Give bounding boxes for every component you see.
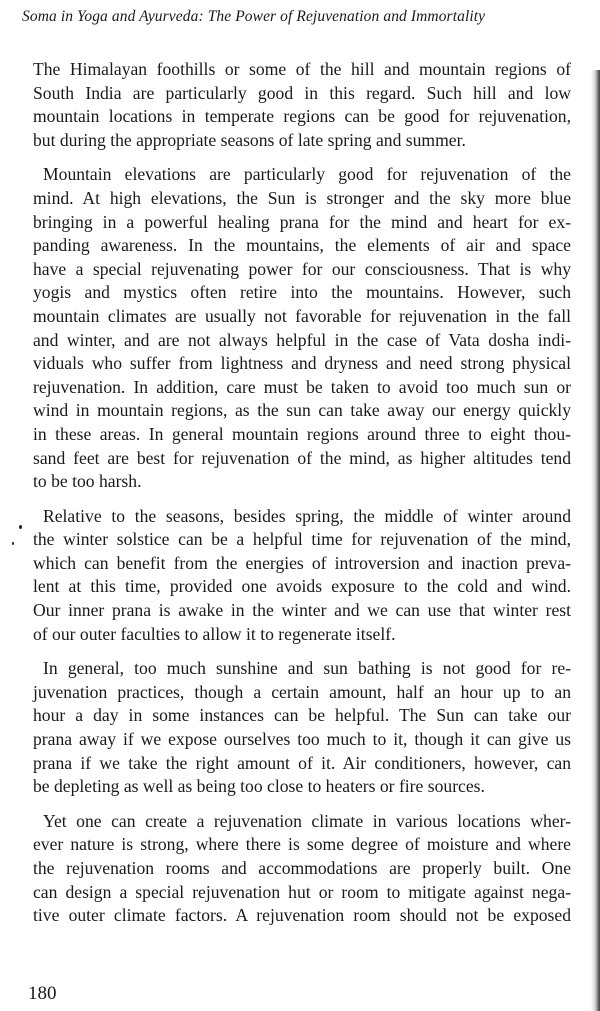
text-line: prana if we take the right amount of it. Air conditioners, however, can [33,752,571,773]
text-line: the winter solstice can be a helpful time for rejuvenation of the mind, [33,529,571,550]
running-head: Soma in Yoga and Ayurveda: The Power of Rejuvenation and Immortality [22,8,486,25]
text-line: Yet one can create a rejuvenation climate in various locations wher- [43,810,571,831]
text-line: viduals who suffer from lightness and dryness and need strong physical [33,353,571,374]
text-line: The Himalayan foothills or some of the hill and mountain regions of [33,59,571,79]
page-number: 180 [28,983,57,1004]
text-line: hour a day in some instances can be helpful. The Sun can take our [33,705,571,726]
text-line: of our outer faculties to allow it to regenerate itself. [33,623,396,644]
text-line: which can benefit from the energies of introversion and inaction preva- [33,552,571,573]
text-line: and winter, and are not always helpful in the case of Vata dosha indi- [33,329,571,350]
text-line: in these areas. In general mountain regions around three to eight thou- [33,423,571,444]
text-line: but during the appropriate seasons of late spring and summer. [33,129,466,150]
body-text [33,58,571,939]
text-line: wind in mountain regions, as the sun can take away our energy quickly [33,400,571,421]
text-line: to be too harsh. [33,471,142,492]
text-line: can design a special rejuvenation hut or room to mitigate against nega- [33,881,571,902]
paragraph-2 [33,163,571,493]
text-line: panding awareness. In the mountains, the elements of air and space [33,235,571,256]
ink-speck [19,525,22,529]
text-line: mountain locations in temperate regions can be good for rejuvenation, [33,106,571,127]
text-line: have a special rejuvenating power for our consciousness. That is why [33,258,571,279]
text-line: lent at this time, provided one avoids exposure to the cold and wind. [33,576,571,597]
text-line: Relative to the seasons, besides spring, the middle of winter around [43,505,571,526]
text-line: yogis and mystics often retire into the mountains. However, such [33,282,571,303]
paragraph-3 [33,505,571,647]
text-line: prana away if we expose ourselves too much to it, though it can give us [33,729,571,750]
text-line: ever nature is strong, where there is some degree of moisture and where [33,834,571,855]
text-line: In general, too much sunshine and sun bathing is not good for re- [43,658,571,679]
paragraph-5 [33,810,571,928]
ink-speck [12,542,14,545]
text-line: tive outer climate factors. A rejuvenation room should not be exposed [33,905,571,926]
text-line: mountain climates are usually not favorable for rejuvenation in the fall [33,305,571,326]
text-line: be depleting as well as being too close to heaters or fire sources. [33,776,485,797]
paragraph-4 [33,657,571,799]
text-line: sand feet are best for rejuvenation of the mind, as higher altitudes tend [33,447,571,468]
text-line: mind. At high elevations, the Sun is stronger and the sky more blue [33,187,571,208]
text-line: Mountain elevations are particularly good for rejuvenation of the [43,164,571,185]
text-line: juvenation practices, though a certain amount, half an hour up to an [33,681,571,702]
text-line: Our inner prana is awake in the winter and we can use that winter rest [33,600,571,621]
paragraph-1 [33,58,571,152]
text-line: the rejuvenation rooms and accommodations are properly built. One [33,858,571,878]
text-line: rejuvenation. In addition, care must be taken to avoid too much sun or [33,376,571,397]
text-line: South India are particularly good in this regard. Such hill and low [33,82,571,103]
text-line: bringing in a powerful healing prana for the mind and heart for ex- [33,211,571,232]
page-edge-shadow [591,70,600,1011]
